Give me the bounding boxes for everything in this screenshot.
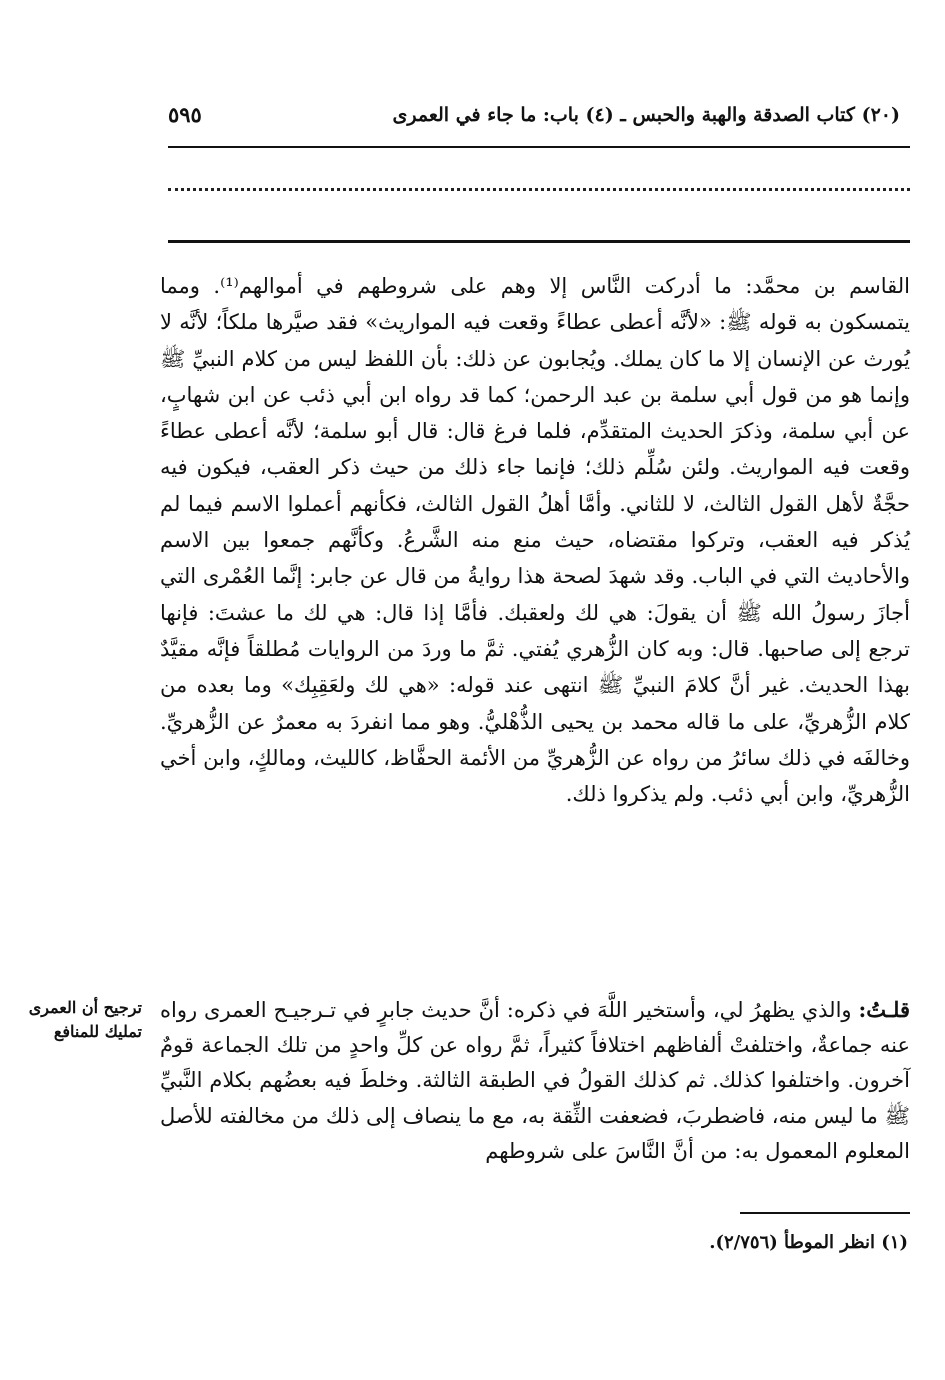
- paragraph-2-text: والذي يظهرُ لي، وأستخير اللَّهَ في ذكره: أنَّ حديث جابرٍ في تـرجيـح العمرى رواه عنه جماعةٌ، واختلفتْ ألفاظهم اختلافاً كثيراً، ثمَّ رواه عن كلِّ واحدٍ من تلك الجماعة قومٌ آخرون. واختلفوا كذلك. ثم كذلك القولُ في الطبقة الثالثة. وخلطَ فيه بعضُهم بكلام النَّبيِّ ﷺ ما ليس منه، فاضطربَ، فضعفت الثِّقة به، مع ما ينصاف إلى ذلك من مخالفته للأصل المعلوم المعمول به: من أنَّ النَّاسَ على شروطهم: [160, 998, 910, 1163]
- commentary-paragraph: [160, 992, 910, 1169]
- header-rule: [168, 146, 910, 148]
- margin-note: ترجيح أن العمرى تمليك للمنافع: [28, 998, 142, 1041]
- paragraph-1: القاسم بن محمَّد: ما أدركت النَّاس إلا وهم على شروطهم في أموالهم⁽¹⁾. ومما يتمسكون به قوله ﷺ: «لأنَّه أعطى عطاءً وقعت فيه المواريث» فقد صيَّرها ملكاً؛ لأنَّه لا يُورث عن الإنسان إلا ما كان يملك. ويُجابون عن ذلك: بأن اللفظ ليس من كلام النبيِّ ﷺ وإنما هو من قول أبي سلمة بن عبد الرحمن؛ كما قد رواه ابن أبي ذئب عن ابن شهابٍ، عن أبي سلمة، وذكرَ الحديث المتقدِّم، فلما فرغ قال: قال أبو سلمة؛ لأنَّه أعطى عطاءً وقعت فيه المواريث. ولئن سُلِّم ذلك؛ فإنما جاء ذلك من حيث ذكر العقب، فيكون فيه حجَّةٌ لأهل القول الثالث، لا للثاني. وأمَّا أهلُ القول الثالث، فكأنهم أعملوا الاسم فيما لم يُذكر فيه العقب، وتركوا مقتضاه، حيث منع منه الشَّرعُ. وكأنَّهم جمعوا بين الاسم والأحاديث التي في الباب. وقد شهدَ لصحة هذا روايةُ من قال عن جابر: إنَّما العُمْرى التي أجازَ رسولُ الله ﷺ أن يقولَ: هي لك ولعقبك. فأمَّا إذا قال: هي لك ما عشتَ: فإنها ترجع إلى صاحبها. قال: وبه كان الزُّهري يُفتي. ثمَّ ما وردَ من الروايات مُطلقاً فإنَّه مقيَّدٌ بهذا الحديث. غير أنَّ كلامَ النبيِّ ﷺ انتهى عند قوله: «هي لك ولعَقِبِك» وما بعده من كلام الزُّهريِّ، على ما قاله محمد بن يحيى الذُّهْليُّ. وهو مما انفردَ به معمرٌ عن الزُّهريِّ. وخالفَه في ذلك سائرُ من رواه عن الزُّهريِّ من الأئمة الحفَّاظ، كالليث، ومالكٍ، وابن أخي الزُّهريِّ، وابن أبي ذئب. ولم يذكروا ذلك.: [160, 274, 911, 807]
- section-rule: [168, 240, 910, 243]
- footnote-rule: [740, 1212, 910, 1214]
- main-paragraph: [160, 268, 910, 812]
- footnote: (١) انظر الموطأ (٢/٧٥٦).: [709, 1232, 908, 1253]
- running-header: [168, 100, 910, 134]
- page-number: ٥٩٥: [168, 102, 202, 127]
- header-title: (٢٠) كتاب الصدقة والهبة والحبس ـ (٤) باب: ما جاء في العمرى: [392, 104, 900, 126]
- paragraph-2-lead: قلـتُ:: [858, 997, 910, 1022]
- ellipsis-dots-divider: [168, 188, 910, 208]
